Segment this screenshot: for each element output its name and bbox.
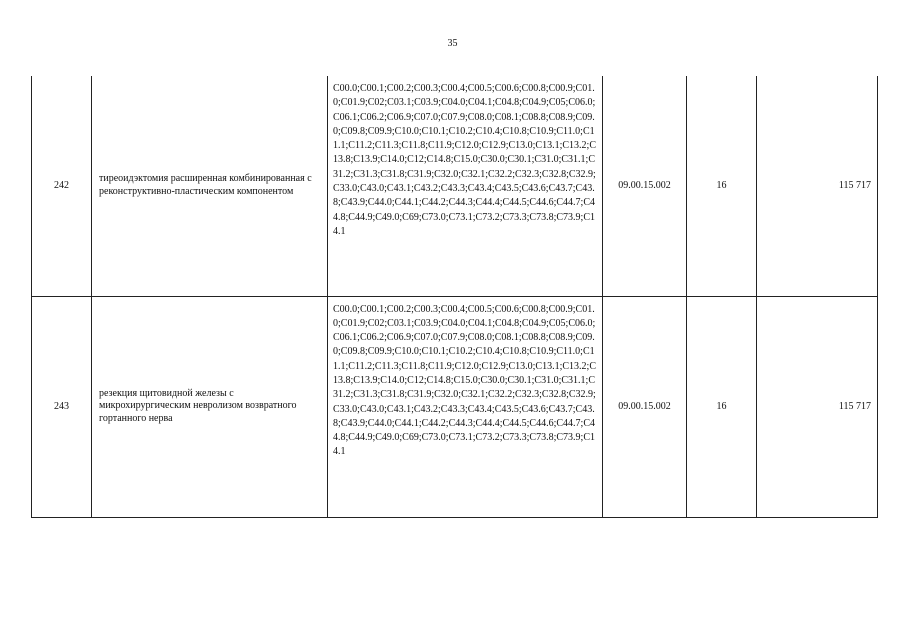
coefficient: 16 <box>687 296 757 517</box>
page-number: 35 <box>447 38 458 49</box>
icd-codes: C00.0;C00.1;C00.2;C00.3;C00.4;C00.5;C00.6;C00.8;C00.9;C01.0;C01.9;C02;C03.1;C03.9;C04.0;C04.1;C04.8;C04.9;C05;C06.0;C06.1;C06.2;C06.9;C07.0;C07.9;C08.0;C08.1;C08.8;C08.9;C09.0;C09.8;C09.9;C10.0;C10.1;C10.2;C10.4;C10.8;C10.9;C11.0;C11.1;C11.2;C11.3;C11.8;C11.9;C12.0;C12.9;C13.0;C13.1;C13.2;C13.8;C13.9;C14.0;C12;C14.8;C15.0;C30.0;C30.1;C31.0;C31.1;C31.2;C31.3;C31.8;C31.9;C32.0;C32.1;C32.2;C32.3;C32.8;C32.9;C33.0;C43.0;C43.1;C43.2;C43.3;C43.4;C43.5;C43.6;C43.7;C43.8;C43.9;C44.0;C44.1;C44.2;C44.3;C44.4;C44.5;C44.6;C44.7;C44.8;C44.9;C49.0;C69;C73.0;C73.1;C73.2;C73.3;C73.8;C73.9;C14.1 <box>328 76 603 296</box>
icd-codes: C00.0;C00.1;C00.2;C00.3;C00.4;C00.5;C00.6;C00.8;C00.9;C01.0;C01.9;C02;C03.1;C03.9;C04.0;C04.1;C04.8;C04.9;C05;C06.0;C06.1;C06.2;C06.9;C07.0;C07.9;C08.0;C08.1;C08.8;C08.9;C09.0;C09.8;C09.9;C10.0;C10.1;C10.2;C10.4;C10.8;C10.9;C11.0;C11.1;C11.2;C11.3;C11.8;C11.9;C12.0;C12.9;C13.0;C13.1;C13.2;C13.8;C13.9;C14.0;C12;C14.8;C15.0;C30.0;C30.1;C31.0;C31.1;C31.2;C31.3;C31.8;C31.9;C32.0;C32.1;C32.2;C32.3;C32.8;C32.9;C33.0;C43.0;C43.1;C43.2;C43.3;C43.4;C43.5;C43.6;C43.7;C43.8;C43.9;C44.0;C44.1;C44.2;C44.3;C44.4;C44.5;C44.6;C44.7;C44.8;C44.9;C49.0;C69;C73.0;C73.1;C73.2;C73.3;C73.8;C73.9;C14.1 <box>328 296 603 517</box>
table-row <box>32 296 878 517</box>
intervention-name: тиреоидэктомия расширенная комбинированная с реконструктивно-пластическим компонентом <box>92 76 328 296</box>
rate-value: 115 717 <box>757 76 878 296</box>
intervention-name: резекция щитовидной железы с микрохирургическим невролизом возвратного гортанного нерва <box>92 296 328 517</box>
table-row <box>32 76 878 296</box>
rate-value: 115 717 <box>757 296 878 517</box>
group-code: 09.00.15.002 <box>603 296 687 517</box>
row-number: 243 <box>32 296 92 517</box>
tariff-table <box>31 76 878 518</box>
group-code: 09.00.15.002 <box>603 76 687 296</box>
row-number: 242 <box>32 76 92 296</box>
coefficient: 16 <box>687 76 757 296</box>
